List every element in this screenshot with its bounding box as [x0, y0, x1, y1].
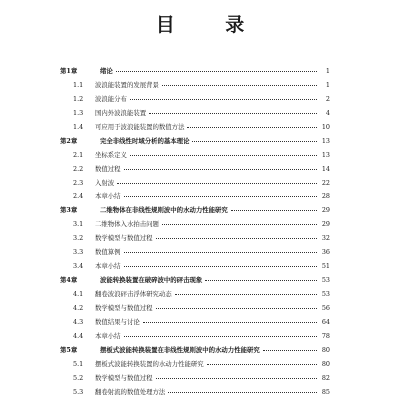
dot-leader: [187, 127, 317, 128]
toc-entry-title: 本章小结: [95, 192, 121, 201]
dot-leader: [124, 336, 317, 337]
dot-leader: [149, 113, 317, 114]
toc-chapter-row[interactable]: [60, 136, 330, 150]
toc-entry-title: 国内外波浪能装置: [95, 108, 147, 117]
toc-section-row[interactable]: [60, 331, 330, 345]
table-of-contents: [60, 66, 330, 401]
dot-leader: [156, 308, 317, 309]
toc-entry-title: 数学模型与数值过程: [95, 303, 153, 312]
toc-entry-title: 摆板式波能转换装置的水动力性能研究: [95, 359, 204, 368]
toc-entry-title: 翻卷射流的数值处理方法: [95, 387, 166, 396]
toc-page-number: 13: [321, 136, 330, 145]
dot-leader: [263, 350, 317, 351]
toc-entry-title: 坐标系定义: [95, 150, 127, 159]
dot-leader: [143, 322, 317, 323]
dot-leader: [156, 238, 317, 239]
toc-entry-title: 数值算例: [95, 248, 121, 257]
toc-entry-title: 二维物体在非线性规则波中的水动力性能研究: [100, 206, 228, 215]
toc-entry-number: 1.1: [73, 80, 84, 89]
toc-page-number: 53: [321, 276, 330, 285]
toc-section-row[interactable]: [60, 80, 330, 94]
toc-section-row[interactable]: [60, 150, 330, 164]
toc-section-row[interactable]: [60, 219, 330, 233]
toc-entry-number: 4.2: [73, 303, 84, 312]
toc-entry-title: 数值过程: [95, 164, 121, 173]
toc-section-row[interactable]: [60, 373, 330, 387]
toc-entry-number: 4.4: [73, 331, 84, 340]
dot-leader: [175, 294, 317, 295]
toc-section-row[interactable]: [60, 247, 330, 261]
toc-page-number: 56: [321, 303, 330, 312]
toc-page-number: 4: [325, 108, 330, 117]
toc-entry-number: 2.3: [73, 178, 84, 187]
toc-section-row[interactable]: [60, 178, 330, 192]
dot-leader: [116, 71, 317, 72]
toc-entry-title: 波浪能分布: [95, 94, 127, 103]
toc-entry-number: 2.4: [73, 192, 84, 201]
toc-entry-number: 第2章: [60, 136, 78, 145]
toc-page-number: 29: [321, 206, 330, 215]
dot-leader: [117, 183, 317, 184]
dot-leader: [207, 364, 317, 365]
dot-leader: [162, 224, 317, 225]
toc-entry-number: 第5章: [60, 345, 78, 354]
toc-entry-title: 波浪能装置的发展背景: [95, 80, 159, 89]
dot-leader: [156, 378, 317, 379]
toc-entry-title: 二维物体入水拍击问题: [95, 220, 159, 229]
toc-entry-number: 1.4: [73, 122, 84, 131]
toc-section-row[interactable]: [60, 289, 330, 303]
toc-chapter-row[interactable]: [60, 66, 330, 80]
toc-page-number: 80: [321, 359, 330, 368]
toc-page-number: 2: [325, 94, 330, 103]
toc-entry-number: 5.1: [73, 359, 84, 368]
toc-section-row[interactable]: [60, 191, 330, 205]
toc-section-row[interactable]: [60, 164, 330, 178]
dot-leader: [130, 155, 317, 156]
toc-entry-number: 3.4: [73, 262, 84, 271]
toc-page-number: 82: [321, 373, 330, 382]
toc-entry-title: 可应用于波浪能装置的数值方法: [95, 122, 185, 131]
toc-page-number: 78: [321, 331, 330, 340]
toc-entry-number: 3.1: [73, 220, 84, 229]
toc-entry-number: 1.3: [73, 108, 84, 117]
toc-page-number: 14: [321, 164, 330, 173]
toc-entry-number: 2.1: [73, 150, 84, 159]
toc-entry-number: 4.1: [73, 290, 84, 298]
toc-chapter-row[interactable]: [60, 345, 330, 359]
toc-page-number: 51: [321, 262, 330, 271]
dot-leader: [124, 196, 317, 197]
dot-leader: [124, 252, 317, 253]
toc-entry-title: 数学模型与数值过程: [95, 234, 153, 243]
toc-entry-title: 数值结果与讨论: [95, 317, 140, 326]
toc-entry-number: 5.2: [73, 373, 84, 382]
toc-section-row[interactable]: [60, 303, 330, 317]
toc-section-row[interactable]: [60, 122, 330, 136]
toc-entry-title: 完全非线性时域分析的基本理论: [100, 136, 190, 145]
toc-page-number: 36: [321, 248, 330, 257]
toc-chapter-row[interactable]: [60, 205, 330, 219]
dot-leader: [130, 99, 317, 100]
toc-entry-title: 翻卷波浪砰击浮体研究动态: [95, 290, 172, 298]
dot-leader: [124, 266, 317, 267]
toc-page-number: 10: [321, 122, 330, 131]
toc-entry-number: 4.3: [73, 317, 84, 326]
toc-page-number: 28: [321, 192, 330, 201]
toc-entry-title: 数学模型与数值过程: [95, 373, 153, 382]
dot-leader: [162, 85, 317, 86]
toc-section-row[interactable]: [60, 108, 330, 122]
toc-section-row[interactable]: [60, 317, 330, 331]
toc-section-row[interactable]: [60, 359, 330, 373]
toc-entry-number: 1.2: [73, 94, 84, 103]
dot-leader: [168, 392, 317, 393]
toc-entry-number: 2.2: [73, 164, 84, 173]
toc-section-row[interactable]: [60, 261, 330, 275]
toc-page-number: 1: [325, 67, 330, 75]
dot-leader: [205, 280, 317, 281]
toc-entry-title: 本章小结: [95, 262, 121, 271]
toc-page-number: 53: [321, 290, 330, 298]
toc-page-number: 29: [321, 220, 330, 229]
dot-leader: [124, 169, 317, 170]
toc-page-number: 64: [321, 317, 330, 326]
toc-entry-number: 3.2: [73, 234, 84, 243]
toc-entry-number: 第1章: [60, 67, 78, 75]
toc-entry-title: 绪论: [100, 67, 113, 75]
toc-chapter-row[interactable]: [60, 275, 330, 289]
toc-entry-number: 3.3: [73, 248, 84, 257]
page-title: 目 录: [155, 14, 267, 36]
toc-entry-number: 5.3: [73, 387, 84, 396]
toc-entry-title: 入射波: [95, 178, 115, 187]
toc-page-number: 80: [321, 345, 330, 354]
dot-leader: [231, 210, 317, 211]
toc-entry-title: 摆板式波能转换装置在非线性规则波中的水动力性能研究: [100, 345, 260, 354]
toc-page-number: 32: [321, 234, 330, 243]
toc-page-number: 13: [321, 150, 330, 159]
dot-leader: [192, 141, 317, 142]
toc-entry-title: 本章小结: [95, 331, 121, 340]
toc-section-row[interactable]: [60, 94, 330, 108]
toc-entry-title: 波能转换装置在破碎波中的砰击现象: [100, 276, 203, 285]
toc-page-number: 22: [321, 178, 330, 187]
toc-entry-number: 第4章: [60, 276, 78, 285]
toc-section-row[interactable]: [60, 233, 330, 247]
toc-page-number: 1: [325, 80, 330, 89]
toc-section-row[interactable]: [60, 387, 330, 401]
toc-page-number: 85: [321, 387, 330, 396]
toc-entry-number: 第3章: [60, 206, 78, 215]
